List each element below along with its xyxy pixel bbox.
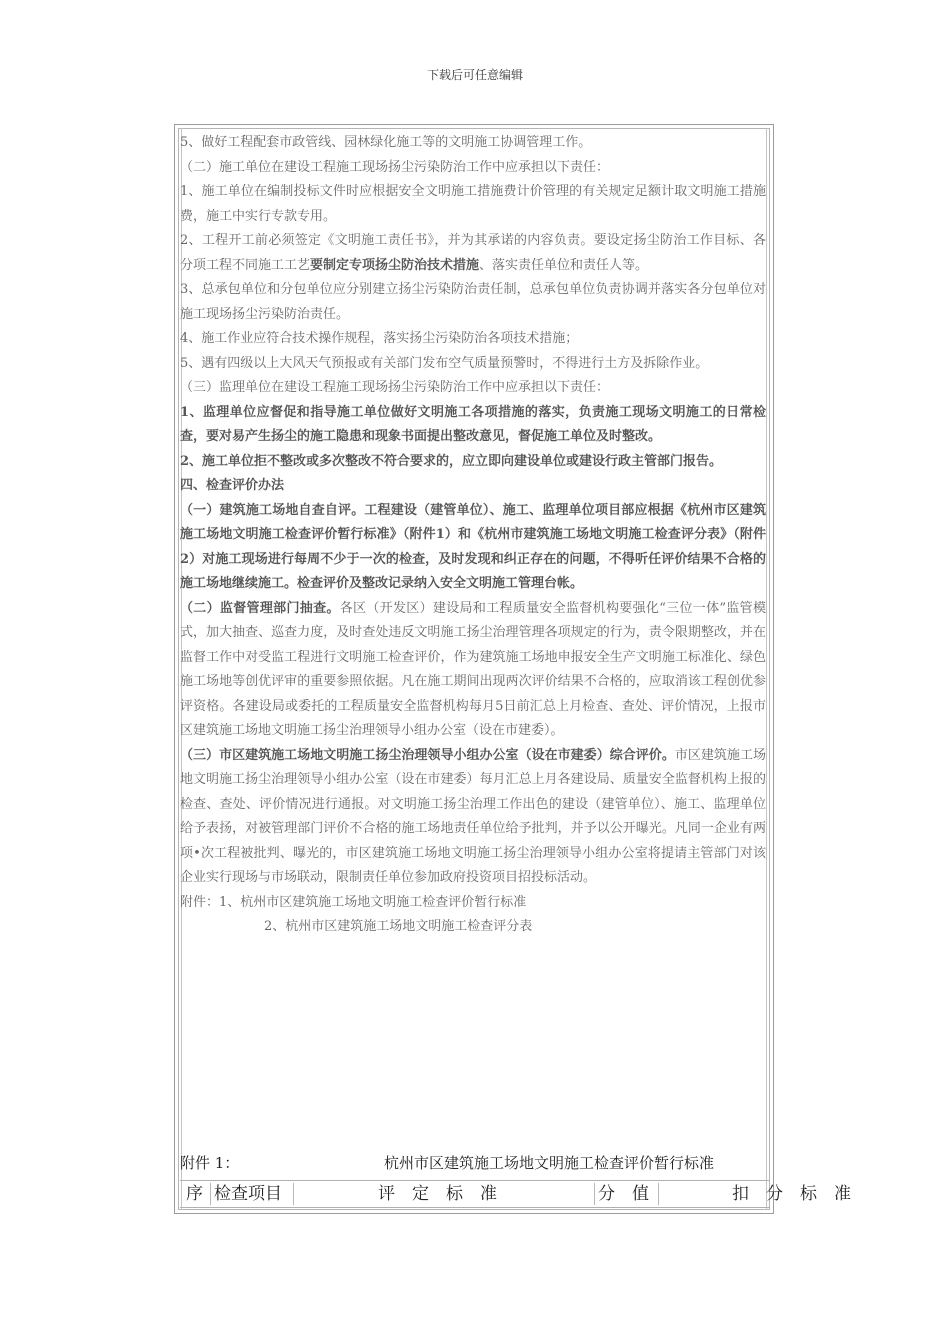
paragraph-text: 各区（开发区）建设局和工程质量安全监督机构要强化“三位一体”监管模式，加大抽查、巡查力度，及时查处违反文明施工扬尘治理管理各项规定的行为，责令限期整改，并在监督工作中对受监工程进行文明施工检查评价，作为建筑施工场地申报安全生产文明施工标准化、绿色施工场地等创优评审的重要参照依据。凡在施工期间出现两次评价结果不合格的，应取消该工程创优参评资格。各建设局或委托的工程质量安全监督机构每月5日前汇总上月检查、查处、评价情况，上报市区建筑施工场地文明施工扬尘治理领导小组办公室（设在市建委）。 [180,600,766,738]
page-header: 下载后可任意编辑 [426,68,523,82]
table-header-no: 序 [186,1184,203,1204]
attachment-line: 附件：1、杭州市区建筑施工场地文明施工检查评价暂行标准 [180,894,527,910]
paragraph-bold: 1、监理单位应督促和指导施工单位做好文明施工各项措施的落实，负责施工现场文明施工的日常检查，要对易产生扬尘的施工隐患和现象书面提出整改意见，督促施工单位及时整改。 [180,404,766,444]
paragraph-bold-text: 要制定专项扬尘防治技术措施 [310,257,480,273]
paragraph-bold-text: （二）监督管理部门抽查。 [180,600,340,616]
table-header-row [180,1180,851,1208]
paragraph-text: 、落实责任单位和责任人等。 [479,257,649,273]
attachment-line: 2、杭州市区建筑施工场地文明施工检查评分表 [264,919,533,934]
paragraph: 3、总承包单位和分包单位应分别建立扬尘污染防治责任制，总承包单位负责协调并落实各分包单位对施工现场扬尘污染防治责任。 [180,282,766,322]
annex-label: 附件 1： [180,1154,240,1172]
paragraph-bold-text: （三）市区建筑施工场地文明施工扬尘治理领导小组办公室（设在市建委）综合评价。 [180,747,675,763]
paragraph: 4、施工作业应符合技术操作规程，落实扬尘污染防治各项技术措施； [180,331,579,346]
table-column-divider [293,1183,294,1205]
annex-title-row [180,1152,772,1174]
annex-title: 杭州市区建筑施工场地文明施工检查评价暂行标准 [384,1154,715,1172]
paragraph [180,229,766,278]
table-header-criteria: 评 定 标 准 [378,1184,497,1204]
paragraph-text: 2、工程开工前必须签定《文明施工责任书》，并为其承诺的内容负责。要设定扬尘防治工作目标、各分项工程不同施工工艺 [180,233,766,273]
table-header-item: 检查项目 [214,1184,282,1204]
paragraph-bold: 2、施工单位拒不整改或多次整改不符合要求的，应立即向建设单位或建设行政主管部门报告。 [180,453,723,469]
paragraph [180,744,766,891]
section-heading: 四、检查评价办法 [180,478,285,493]
table-header-score: 分 值 [598,1184,649,1204]
table-column-divider [594,1183,595,1205]
paragraph: 1、施工单位在编制投标文件时应根据安全文明施工措施费计价管理的有关规定足额计取文明施工措施费，施工中实行专款专用。 [180,184,766,224]
paragraph: 5、遇有四级以上大风天气预报或有关部门发布空气质量预警时，不得进行土方及拆除作业。 [180,355,709,371]
paragraph-text: 市区建筑施工场地文明施工扬尘治理领导小组办公室（设在市建委）每月汇总上月各建设局、质量安全监督机构上报的检查、查处、评价情况进行通报。对文明施工扬尘治理工作出色的建设（建管单位）、施工、监理单位给予表扬，对被管理部门评价不合格的施工场地责任单位给予批判，并予以公开曝光。凡同一企业有两项•次工程被批判、曝光的，市区建筑施工场地文明施工扬尘治理领导小组办公室将提请主管部门对该企业实行现场与市场联动，限制责任单位参加政府投资项目招投标活动。 [180,747,766,885]
document-body [180,131,766,940]
table-column-divider [210,1183,211,1205]
frame-right-rule [766,128,767,1210]
paragraph: （三）监理单位在建设工程施工现场扬尘污染防治工作中应承担以下责任： [180,380,610,395]
paragraph: （二）施工单位在建设工程施工现场扬尘污染防治工作中应承担以下责任： [180,159,610,175]
table-column-divider [658,1183,659,1205]
table-header-deduct: 扣 分 标 准 [732,1184,851,1204]
paragraph [180,597,766,744]
paragraph-bold: （一）建筑施工场地自查自评。工程建设（建管单位）、施工、监理单位项目部应根据《杭州市区建筑施工场地文明施工检查评价暂行标准》（附件1）和《杭州市建筑施工场地文明施工检查评分表》（附件2）对施工现场进行每周不少于一次的检查，及时发现和纠正存在的问题，不得听任评价结果不合格的施工场地继续施工。检查评价及整改记录纳入安全文明施工管理台帐。 [180,502,766,591]
paragraph: 5、做好工程配套市政管线、园林绿化施工等的文明施工协调管理工作。 [180,135,592,150]
